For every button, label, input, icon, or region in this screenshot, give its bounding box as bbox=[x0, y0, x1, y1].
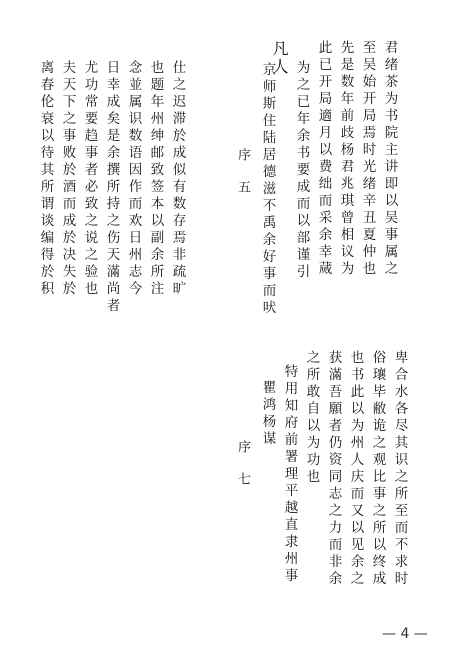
text-column-lower-2: 俗瓖毕敝诡之观比事之所以终成 bbox=[369, 350, 386, 588]
text-column-lower-5: 之所敢自以为功也 bbox=[303, 350, 320, 486]
text-column-left-3: 念並属识数语因作而欢日州志今 bbox=[125, 60, 142, 298]
text-column-right-3: 先是数年前歧杨君兆琪曾相议为 bbox=[337, 40, 354, 278]
text-column-lower-4: 获滿吾願者仍资同志之力而非余 bbox=[325, 350, 342, 588]
text-column-lower-3: 也书此以为州人庆而又以见余之 bbox=[347, 350, 364, 588]
text-column-lower-1: 卑合水各尽其识之所至而不求时 bbox=[391, 350, 408, 588]
page-number: — 4 — bbox=[382, 626, 428, 642]
upper-right-heading: 凡人 bbox=[270, 40, 289, 76]
text-column-right-5: 为之已年余书要成而以部谨引 bbox=[293, 60, 310, 281]
text-column-left-5: 尤功常要趋事者必致之说之验也 bbox=[81, 60, 98, 298]
text-column-lower-7: 瞿鸿杨谋 bbox=[259, 380, 276, 448]
text-column-right-4: 此已开局適月以费绌而采余幸蒇 bbox=[315, 40, 332, 278]
text-column-right-6: 京师斯住陆居德滋不禹余好事而吠 bbox=[259, 62, 276, 317]
text-column-left-4: 日幸成矣是余撰所持之伤天滿尚者 bbox=[103, 60, 120, 315]
text-column-lower-6: 特用知府前署理平越直隶州事 bbox=[281, 364, 298, 585]
text-column-left-6: 夫天下之事败於酒而成於决失於 bbox=[59, 60, 76, 298]
lower-right-signature: 序 七 bbox=[235, 440, 250, 487]
text-column-right-1: 君绪茶为书院主讲即以吴事属之 bbox=[381, 40, 398, 278]
text-column-left-7: 离春伦衰以待其所谓谈编得於积 bbox=[37, 60, 54, 298]
upper-right-signature: 序 五 bbox=[235, 148, 250, 195]
text-column-right-2: 至吴始开局焉时光绪辛丑夏仲也 bbox=[359, 40, 376, 278]
text-column-left-2: 也题年州绅邮致签本以副余所注 bbox=[147, 60, 164, 298]
text-column-left-1: 仕之迟滞於成似有数存焉非疏旷 bbox=[169, 60, 186, 298]
